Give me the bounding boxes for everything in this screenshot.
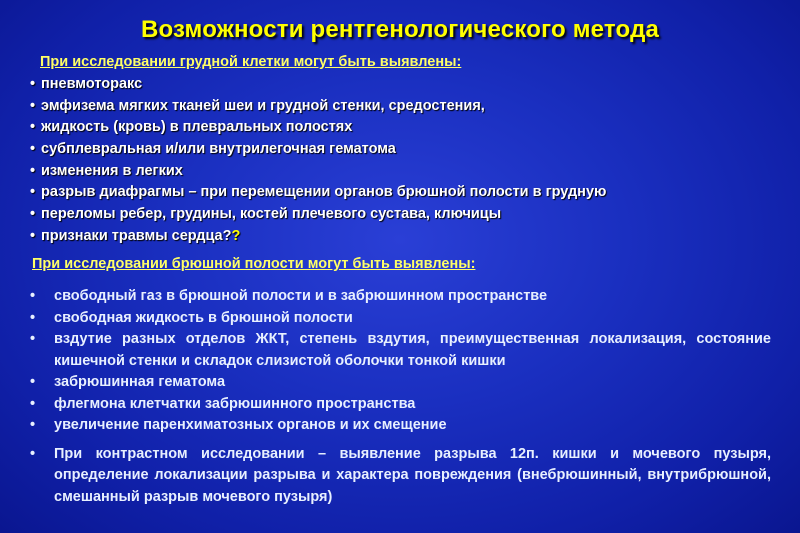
abdomen-findings-list <box>30 286 771 508</box>
list-item-text: пневмоторакс <box>41 76 143 92</box>
list-item-text: эмфизема мягких тканей шеи и грудной стенки, средостения, <box>41 97 485 114</box>
list-item <box>30 161 606 183</box>
list-item-text: жидкость (кровь) в плевральных полостях <box>41 119 353 136</box>
list-item <box>30 415 771 437</box>
list-item-text: вздутие разных отделов ЖКТ, степень вздутия, преимущественная локализация, состояние кишечной стенки и складок слизистой оболочки тонкой кишки <box>54 331 771 369</box>
list-item <box>30 117 606 139</box>
list-item-text: разрыв диафрагмы – при перемещении органов брюшной полости в грудную <box>41 184 607 201</box>
list-item <box>30 329 771 372</box>
list-item <box>30 74 606 96</box>
list-item <box>30 139 606 161</box>
trailing-question-mark: ? <box>231 227 241 244</box>
chest-findings-list <box>30 74 606 248</box>
list-item-text: При контрастном исследовании – выявление разрыва 12п. кишки и мочевого пузыря, определение локализации разрыва и характера повреждения (внебрюшинный, внутрибрюшной, смешанный разрыв мочевого пузыря) <box>54 445 771 505</box>
list-item <box>30 444 771 509</box>
slide-title: Возможности рентгенологического метода <box>140 16 660 43</box>
list-item <box>30 96 606 118</box>
list-item-text: увеличение паренхиматозных органов и их смещение <box>54 417 447 433</box>
list-item-text: признаки травмы сердца? <box>41 227 232 244</box>
list-item <box>30 308 771 330</box>
list-item-text: переломы ребер, грудины, костей плечевого сустава, ключицы <box>41 206 502 223</box>
abdomen-section-header: При исследовании брюшной полости могут быть выявлены: <box>32 256 476 272</box>
list-item <box>30 204 606 226</box>
list-item <box>30 286 771 308</box>
list-item-text: свободная жидкость в брюшной полости <box>54 309 353 326</box>
list-item <box>30 394 771 416</box>
list-item <box>30 372 771 394</box>
list-item <box>30 182 606 204</box>
list-item <box>30 226 606 248</box>
chest-section-header: При исследовании грудной клетки могут быть выявлены: <box>40 54 462 70</box>
list-item-text: забрюшинная гематома <box>54 374 226 390</box>
list-item-text: субплевральная и/или внутрилегочная гематома <box>41 141 396 158</box>
list-item-text: флегмона клетчатки забрюшинного пространства <box>54 395 416 412</box>
list-item-text: изменения в легких <box>41 162 183 179</box>
list-item-text: свободный газ в брюшной полости и в забрюшинном пространстве <box>54 288 548 304</box>
